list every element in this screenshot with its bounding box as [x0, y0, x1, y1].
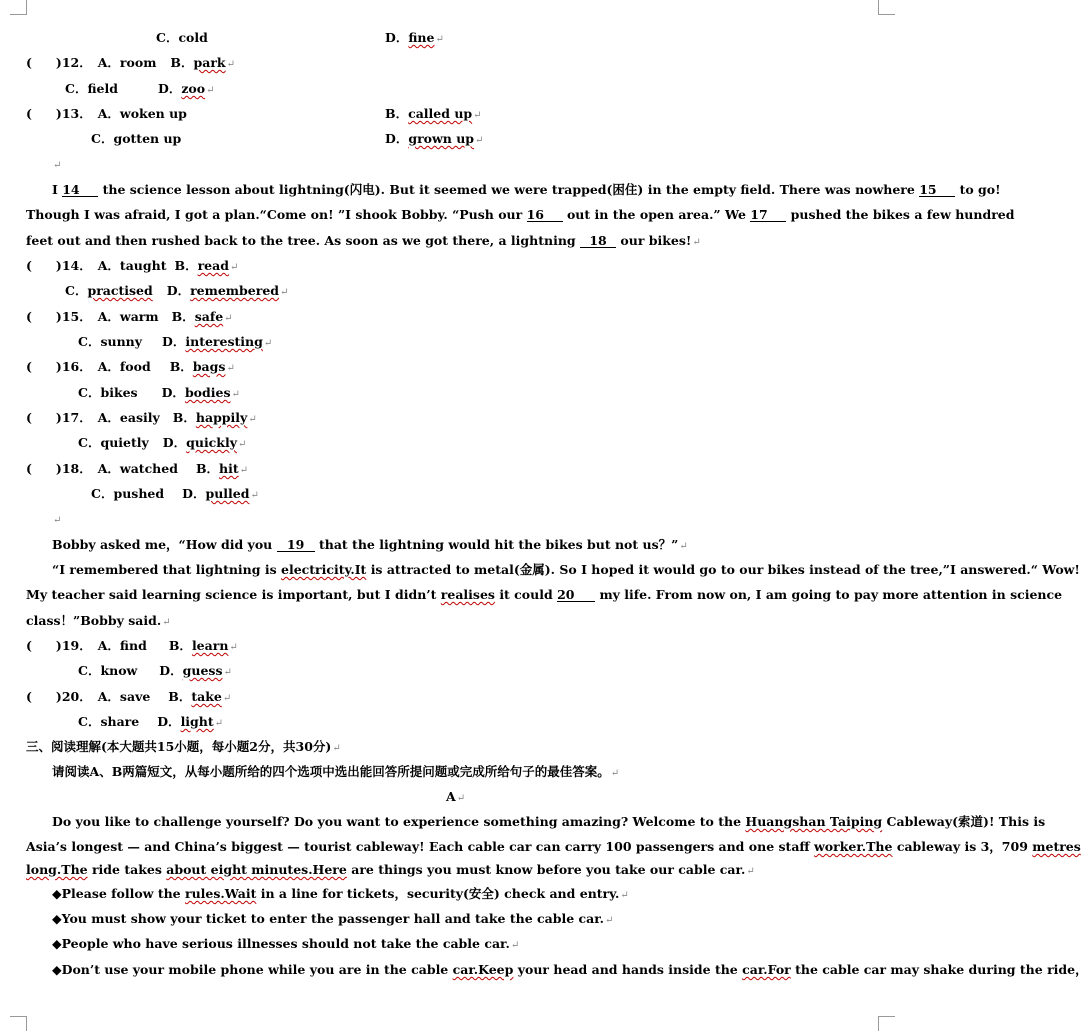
empty-paragraph-mark: ↵: [53, 160, 62, 171]
q20-row1: ( )20． A．save B．take↵: [26, 689, 232, 704]
passage-label: A↵: [446, 789, 466, 804]
q15-row2: C．sunny D．interesting↵: [78, 334, 273, 349]
q14-row2: C．practised D．remembered↵: [65, 283, 289, 298]
crop-mark-bottom-right: [878, 1016, 895, 1031]
q16-row1: ( )16． A．food B．bags↵: [26, 359, 235, 374]
para2-line2: “I remembered that lightning is electricity.It is attracted to metal(金属). So I hoped it would go to our bikes instead of the tree,”I answered.“ Wow!: [52, 562, 1080, 577]
para1-line2: Though I was afraid, I got a plan.“Come on! ”I shook Bobby. “Push our 16 out in the open area.” We 17 pushed the bikes a few hundred: [26, 207, 1015, 222]
section-instruction: 请阅读A、B两篇短文，从每小题所给的四个选项中选出能回答所提问题或完成所给句子的最佳答案。↵: [52, 764, 620, 779]
q14-row1: ( )14． A．taught B．read↵: [26, 258, 239, 273]
q18-row2: C．pushed D．pulled↵: [91, 486, 259, 501]
crop-mark-top-right: [878, 0, 895, 15]
q13-option-b: B．called up↵: [385, 106, 482, 121]
para2-line3: My teacher said learning science is important, but I didn’t realises it could 20 my life. From now on, I am going to pay more attention in science: [26, 587, 1063, 602]
q19-row2: C．know D．guess↵: [78, 663, 232, 678]
crop-mark-top-left: [10, 0, 27, 15]
q16-row2: C．bikes D．bodies↵: [78, 385, 240, 400]
q17-row1: ( )17． A．easily B．happily↵: [26, 410, 257, 425]
q13-option-d: D．grown up↵: [385, 131, 484, 146]
q12-row2: C．field D．zoo↵: [65, 81, 215, 96]
q13-row1: ( )13． A．woken up: [26, 106, 187, 121]
q19-row1: ( )19． A．find B．learn↵: [26, 638, 238, 653]
rule-2: ◆You must show your ticket to enter the passenger hall and take the cable car.↵: [52, 911, 614, 926]
para2-line1: Bobby asked me，“How did you 19 that the lightning would hit the bikes but not us？”↵: [52, 537, 688, 552]
q12-row1: ( )12． A．room B．park↵: [26, 55, 235, 70]
q11-option-c: C．cold: [156, 30, 208, 45]
passage-line3: long.The ride takes about eight minutes.Here are things you must know before you take our cable car.↵: [26, 862, 755, 877]
section-title: 三、阅读理解(本大题共15小题，每小题2分，共30分)↵: [26, 739, 341, 754]
para2-line4: class！”Bobby said.↵: [26, 613, 171, 628]
q20-row2: C．share D．light↵: [78, 714, 224, 729]
q15-row1: ( )15． A．warm B．safe↵: [26, 309, 233, 324]
rule-3: ◆People who have serious illnesses should not take the cable car.↵: [52, 936, 520, 951]
para1-line1: I 14 the science lesson about lightning(闪电). But it seemed we were trapped(困住) in the empty field. There was nowhere 15 to go!: [52, 182, 1001, 197]
crop-mark-bottom-left: [10, 1016, 27, 1031]
q17-row2: C．quietly D．quickly↵: [78, 435, 247, 450]
q13-option-c: C．gotten up: [91, 131, 182, 146]
passage-line2: Asia’s longest — and China’s biggest — tourist cableway! Each cable car can carry 100 passengers and one staff worker.The cableway is 3，709 metres: [26, 839, 1081, 854]
passage-line1: Do you like to challenge yourself? Do you want to experience something amazing? Welcome to the Huangshan Taiping Cableway(索道)! This is: [52, 814, 1046, 829]
empty-paragraph-mark: ↵: [53, 515, 62, 526]
rule-1: ◆Please follow the rules.Wait in a line for tickets，security(安全) check and entry.↵: [52, 886, 629, 901]
q18-row1: ( )18． A．watched B．hit↵: [26, 461, 249, 476]
para1-line3: feet out and then rushed back to the tree. As soon as we got there, a lightning 18 our bikes!↵: [26, 233, 701, 248]
rule-4: ◆Don’t use your mobile phone while you are in the cable car.Keep your head and hands inside the car.For the cable car may shake during the ride，: [52, 962, 1088, 977]
q11-option-d: D．fine↵: [385, 30, 444, 45]
